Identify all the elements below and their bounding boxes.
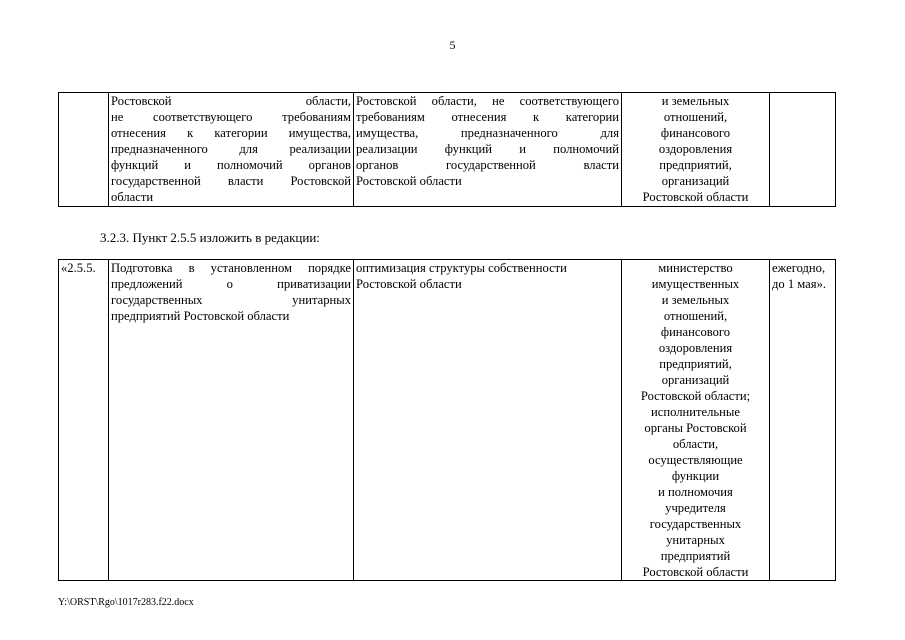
footer-file-path: Y:\ORST\Rgo\1017r283.f22.docx — [58, 597, 194, 608]
text-line: предприятий — [660, 549, 731, 563]
text-line: имущественных — [651, 277, 740, 291]
text-line: организаций — [661, 174, 730, 188]
section-heading: 3.2.3. Пункт 2.5.5 изложить в редакции: — [100, 230, 320, 245]
text-line: отношений, — [663, 309, 728, 323]
text-line: области — [111, 190, 154, 204]
item-number-cell: «2.5.5. — [59, 260, 109, 581]
text-line: ежегодно, — [772, 261, 826, 275]
text-line: отношений, — [663, 110, 728, 124]
text-line: предприятий Ростовской области — [111, 309, 290, 323]
text-line: органов государственной власти — [356, 158, 619, 172]
text-line: финансового — [660, 126, 731, 140]
text-line: области, — [672, 437, 719, 451]
page-number: 5 — [449, 38, 456, 52]
text-line: предназначенного для реализации — [111, 142, 351, 156]
text-line: государственных унитарных — [111, 293, 351, 307]
table-row — [59, 260, 836, 581]
text-line: унитарных — [666, 533, 725, 547]
text-line: отнесения к категории имущества, — [111, 126, 351, 140]
text-line: Ростовской области, — [111, 94, 351, 108]
text-line: министерство — [658, 261, 733, 275]
text-line: и земельных — [661, 293, 730, 307]
text-line: органы Ростовской — [644, 421, 747, 435]
amendment-table — [58, 259, 836, 581]
deadline-cell — [770, 93, 836, 207]
text-line: Ростовской области — [356, 174, 462, 188]
text-line: имущества, предназначенного для — [356, 126, 619, 140]
text-line: функций и полномочий органов — [111, 158, 351, 172]
item-number-cell — [59, 93, 109, 207]
text-line: учредителя — [665, 501, 726, 515]
text-line: предприятий, — [659, 158, 732, 172]
goal-cell: оптимизация структуры собственности Ростовской области — [354, 260, 622, 581]
deadline-cell — [770, 260, 836, 581]
goal-cell — [354, 93, 622, 207]
text-line: предложений о приватизации — [111, 277, 351, 291]
responsible-cell — [622, 93, 770, 207]
text-line: до 1 мая». — [772, 277, 827, 291]
measure-cell — [109, 93, 354, 207]
text-line: исполнительные — [651, 405, 740, 419]
text-line: и земельных — [661, 94, 730, 108]
text-line: оздоровления — [658, 142, 733, 156]
text-line: государственной власти Ростовской — [111, 174, 351, 188]
text-line: функции — [671, 469, 720, 483]
text-line: оздоровления — [658, 341, 733, 355]
text-line: не соответствующего требованиям — [111, 110, 351, 124]
text-line: осуществляющие — [648, 453, 743, 467]
text-line: Подготовка в установленном порядке — [111, 261, 351, 275]
responsible-cell — [622, 260, 770, 581]
text-line: финансового — [660, 325, 731, 339]
text-line: государственных — [649, 517, 742, 531]
text-line: Ростовской области; — [640, 389, 751, 403]
text-line: организаций — [661, 373, 730, 387]
text-line: предприятий, — [659, 357, 732, 371]
table-row — [59, 93, 836, 207]
text-line: и полномочия — [658, 485, 733, 499]
measure-cell — [109, 260, 354, 581]
continuation-table — [58, 92, 836, 207]
text-line: реализации функций и полномочий — [356, 142, 619, 156]
text-line: требованиям отнесения к категории — [356, 110, 619, 124]
text-line: Ростовской области, не соответствующего — [356, 94, 619, 108]
text-line: Ростовской области — [642, 565, 749, 579]
text-line: Ростовской области — [642, 190, 749, 204]
